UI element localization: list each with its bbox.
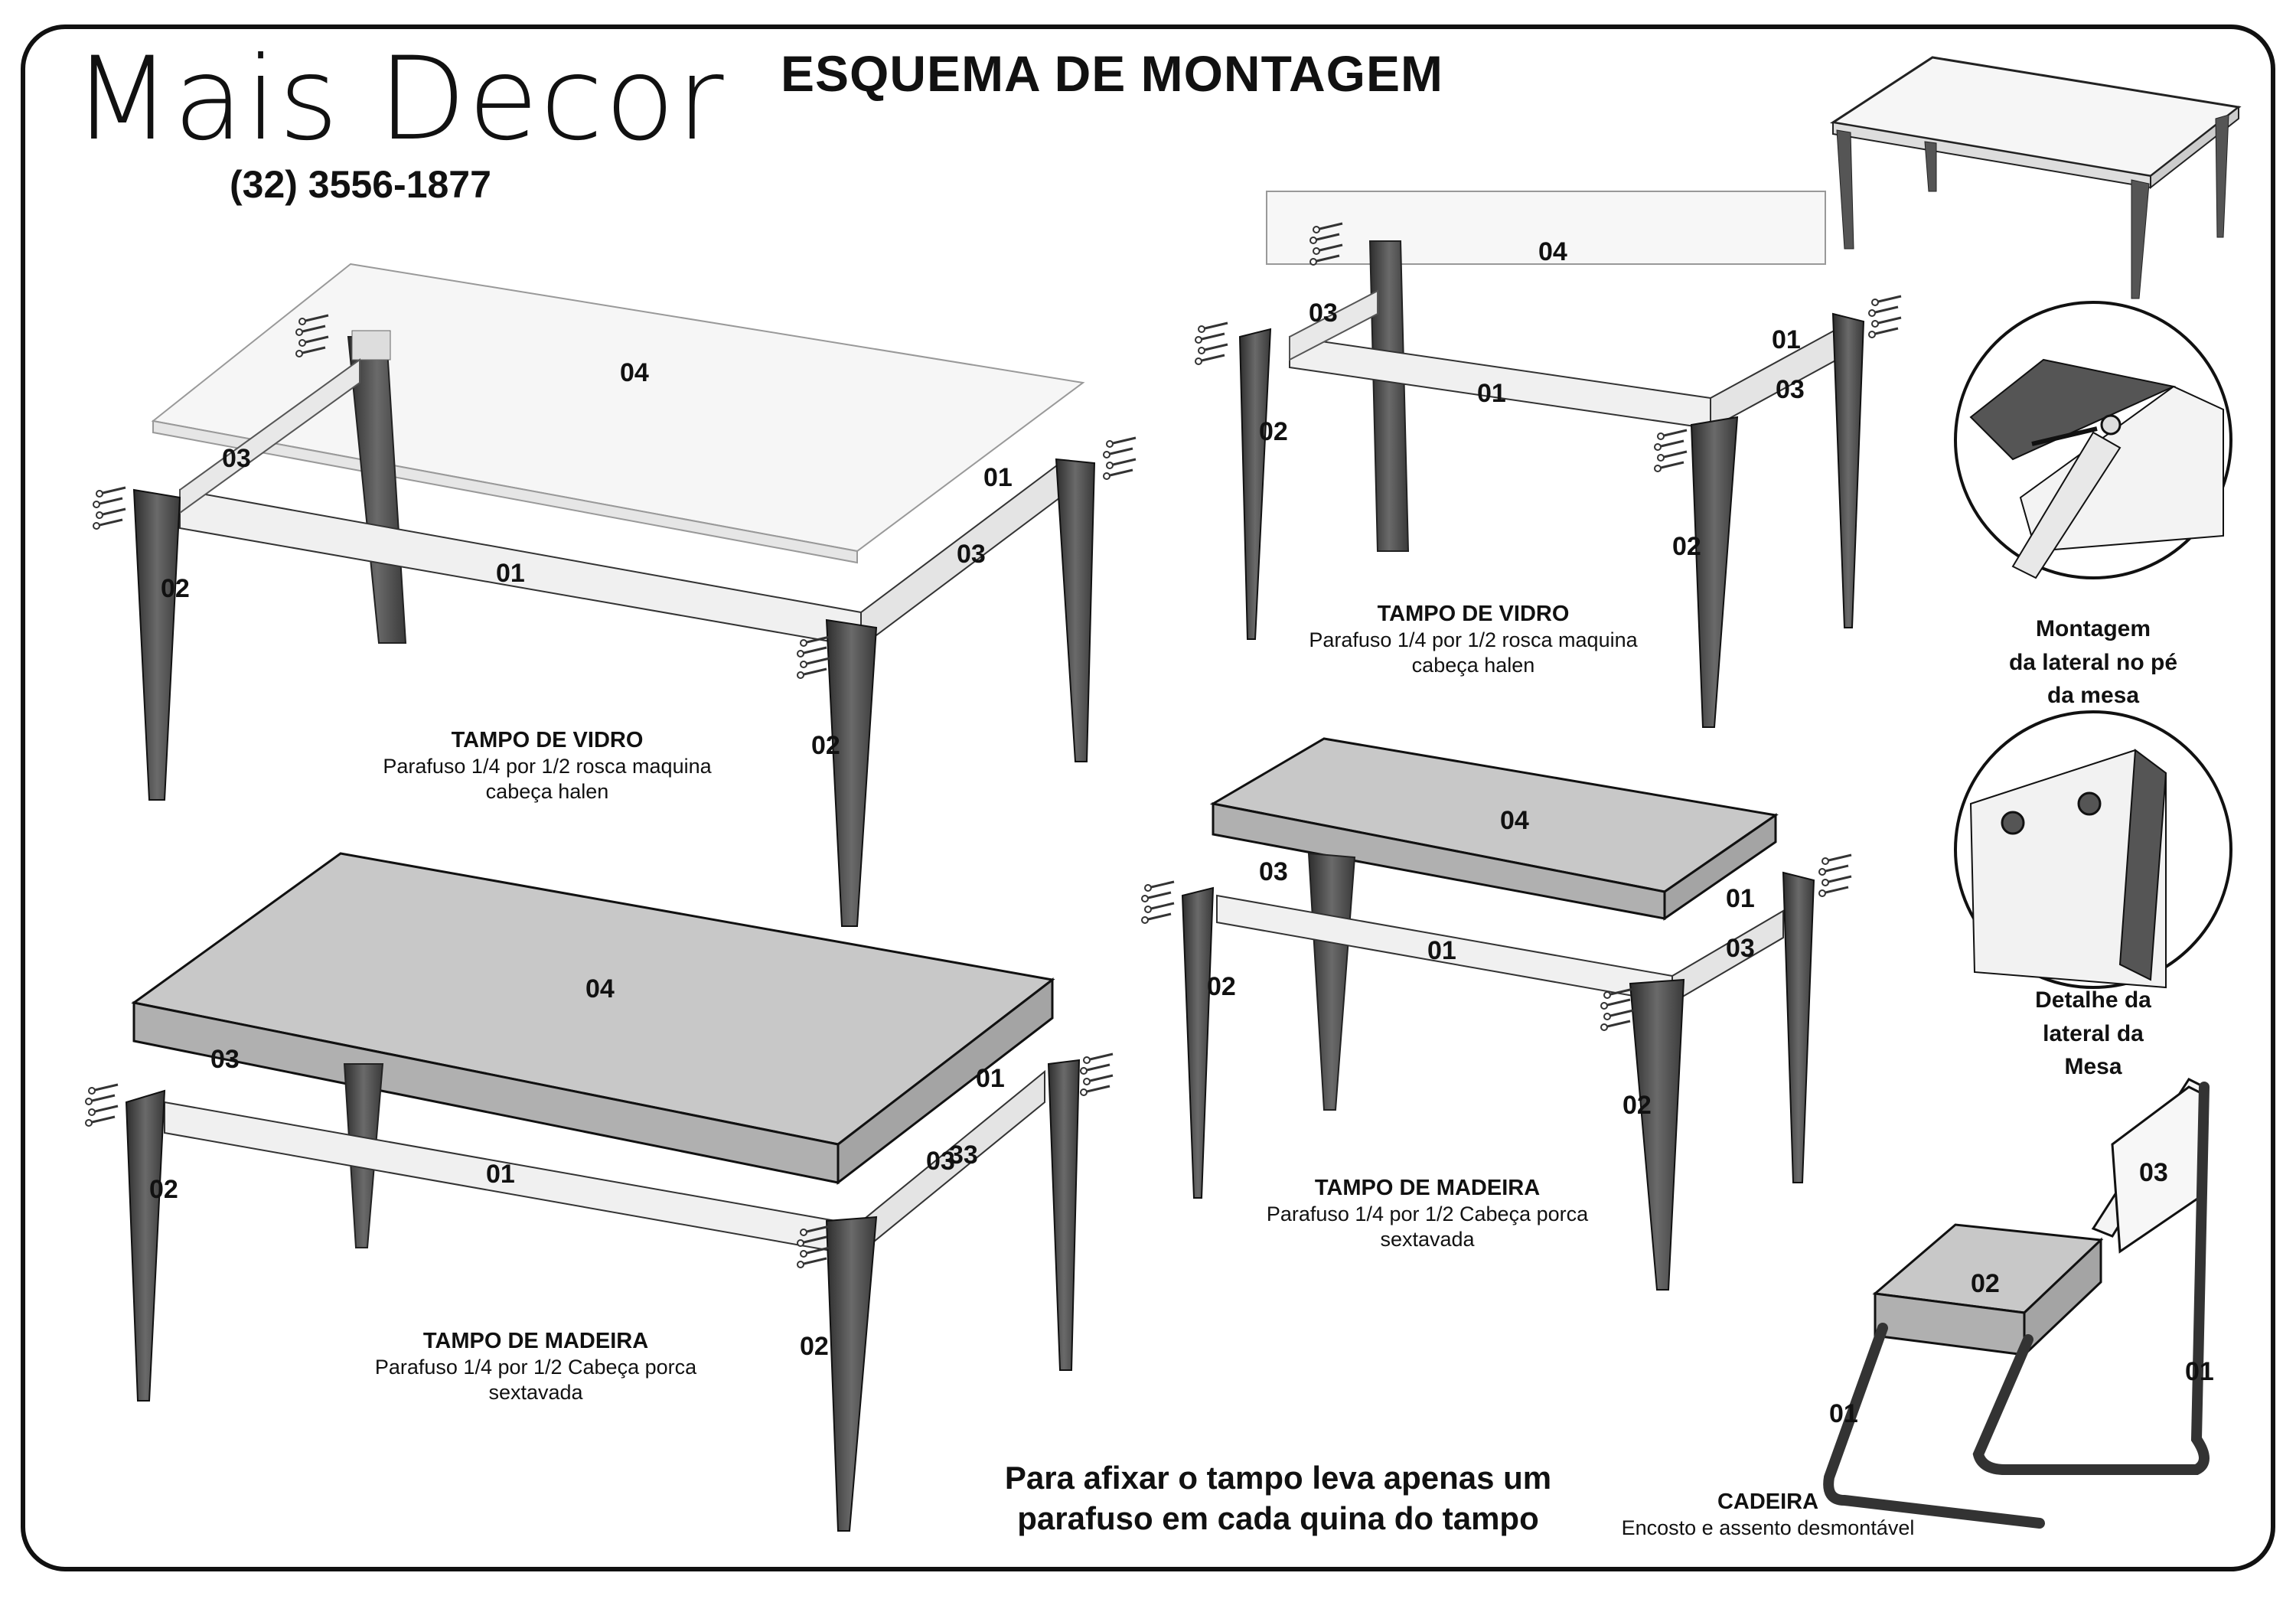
caption-line: da lateral no pé [2008, 649, 2178, 675]
leg [1370, 241, 1408, 551]
caption-glass-large [318, 727, 777, 804]
chair [1828, 1079, 2214, 1523]
part-label-33: 33 [949, 1141, 978, 1170]
note-line: Para afixar o tampo leva apenas um [1004, 1460, 1552, 1496]
caption-chair [1577, 1489, 1959, 1541]
caption-wood-large [306, 1328, 765, 1405]
caption-spec: Parafuso 1/4 por 1/2 Cabeça porca [1266, 1203, 1589, 1226]
caption-spec: Encosto e assento desmontável [1621, 1516, 1915, 1540]
leg [827, 1217, 876, 1531]
leg [134, 490, 180, 800]
part-label-03: 03 [1309, 299, 1338, 328]
part-label-04: 04 [585, 974, 615, 1003]
part-label-02: 02 [1207, 972, 1236, 1001]
assembly-note [957, 1458, 1600, 1539]
glass-table-large [93, 264, 1136, 926]
part-label-03: 03 [1259, 857, 1288, 886]
part-label-01: 01 [486, 1160, 515, 1189]
part-label-02: 02 [161, 574, 190, 603]
caption-line: da mesa [2047, 683, 2140, 708]
leg [1240, 329, 1270, 639]
caption-glass-small [1244, 601, 1703, 678]
part-label-03: 03 [1776, 375, 1805, 404]
leg [1837, 130, 1854, 249]
leg [1056, 459, 1094, 762]
leg [1049, 1060, 1079, 1370]
part-label-03: 03 [957, 540, 986, 569]
leg [1309, 853, 1355, 1110]
caption-heading: TAMPO DE MADEIRA [422, 1329, 649, 1353]
part-label-01: 01 [1726, 884, 1755, 913]
part-label-01: 01 [2185, 1357, 2214, 1386]
caption-leg-mount [1955, 612, 2231, 713]
caption-spec: Parafuso 1/4 por 1/2 rosca maquina [1309, 628, 1638, 652]
part-label-03: 03 [926, 1147, 955, 1176]
part-label-01: 01 [1772, 325, 1801, 354]
part-label-04: 04 [1538, 237, 1567, 266]
part-label-02: 02 [1259, 417, 1288, 446]
leg [1925, 142, 1936, 191]
caption-spec: sextavada [488, 1381, 583, 1405]
part-label-04: 04 [1500, 806, 1529, 835]
part-label-02: 02 [811, 731, 840, 760]
caption-wood-small [1198, 1175, 1657, 1252]
assembled-table-thumbnail [1833, 57, 2239, 299]
part-label-03: 03 [1726, 934, 1755, 963]
part-label-02: 02 [1672, 532, 1701, 561]
caption-heading: TAMPO DE VIDRO [1377, 602, 1570, 626]
caption-line: lateral da [2043, 1020, 2144, 1046]
caption-heading: TAMPO DE MADEIRA [1314, 1176, 1541, 1200]
leg [1182, 888, 1213, 1198]
part-label-01: 01 [976, 1064, 1005, 1093]
caption-heading: CADEIRA [1717, 1490, 1819, 1514]
leg [1833, 314, 1864, 628]
part-label-01: 01 [983, 463, 1013, 492]
caption-line: Mesa [2064, 1054, 2122, 1079]
caption-heading: TAMPO DE VIDRO [451, 728, 644, 752]
part-label-02: 02 [149, 1175, 178, 1204]
leg [2216, 115, 2229, 237]
part-label-01: 01 [496, 559, 525, 588]
page-title: ESQUEMA DE MONTAGEM [781, 45, 1444, 102]
part-label-03: 03 [2139, 1158, 2168, 1187]
leg [2131, 180, 2149, 299]
caption-spec: sextavada [1380, 1228, 1475, 1251]
part-label-02: 02 [1971, 1269, 2000, 1298]
leg [1783, 873, 1814, 1183]
corner-bracket [352, 331, 390, 360]
side-detail [1955, 712, 2231, 987]
part-label-01: 01 [1829, 1399, 1858, 1428]
caption-spec: cabeça halen [1411, 654, 1535, 677]
wood-table-large [86, 853, 1113, 1531]
caption-spec: cabeça halen [485, 780, 609, 804]
caption-line: Detalhe da [2035, 987, 2151, 1013]
brand-phone: (32) 3556-1877 [230, 163, 491, 206]
part-label-02: 02 [800, 1332, 829, 1361]
part-label-02: 02 [1623, 1091, 1652, 1120]
caption-spec: Parafuso 1/4 por 1/2 rosca maquina [383, 755, 712, 778]
note-line: parafuso em cada quina do tampo [1017, 1499, 1539, 1536]
leg [126, 1091, 165, 1401]
part-label-04: 04 [620, 358, 649, 387]
caption-spec: Parafuso 1/4 por 1/2 Cabeça porca [374, 1356, 697, 1379]
brand-logo: Mais Decor [73, 33, 726, 166]
part-label-03: 03 [222, 444, 251, 473]
part-label-03: 03 [210, 1045, 240, 1074]
part-label-01: 01 [1427, 936, 1456, 965]
caption-line: Montagem [2036, 616, 2151, 641]
caption-side-detail [1955, 984, 2231, 1084]
leg [1691, 417, 1737, 727]
leg-mount-detail [1955, 302, 2231, 578]
part-label-01: 01 [1477, 379, 1506, 408]
leg [827, 620, 876, 926]
